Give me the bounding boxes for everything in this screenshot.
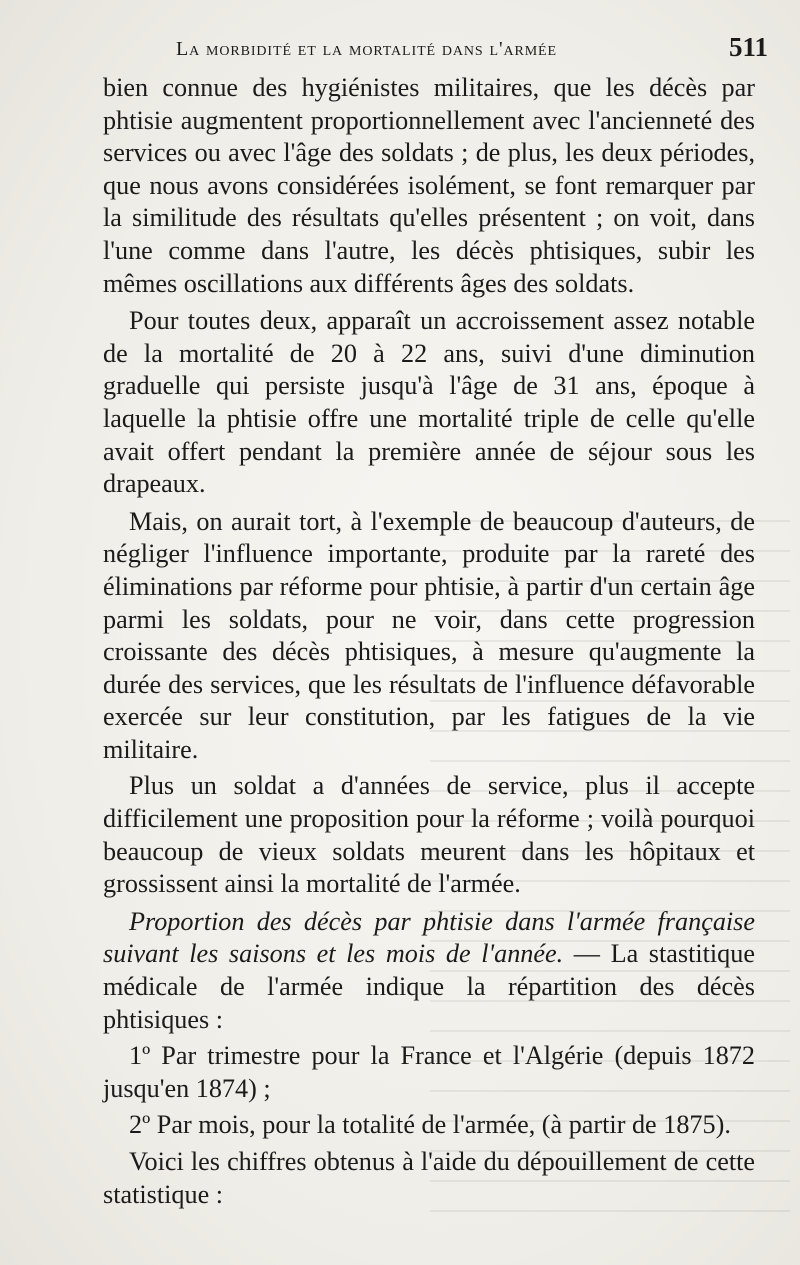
paragraph-closing: Voici les chiffres obtenus à l'aide du dépouillement de cette statistique : <box>103 1147 755 1209</box>
paragraph-reform-influence: Mais, on aurait tort, à l'exemple de beaucoup d'auteurs, de négliger l'influence importante, produite par la rareté des éliminations par réforme pour phtisie, à partir d'un certain âge parmi les soldats, pour ne voir, dans cette progression croissante des décès phtisiques, à mesure qu'augmente la durée des services, que les résultats de l'influence défavorable exercée sur leur constitution, par les fatigues de la vie militaire. <box>103 506 755 764</box>
section-intro: — La stastitique médicale de l'armée indique la répartition des décès phtisiques : <box>103 939 755 1034</box>
body-text <box>103 72 755 1211</box>
list-item-monthly: 2º Par mois, pour la totalité de l'armée, (à partir de 1875). <box>129 1110 731 1140</box>
paragraph-mortality-increase: Pour toutes deux, apparaît un accroissement assez notable de la mortalité de 20 à 22 ans, suivi d'une diminution graduelle qui persiste jusqu'à l'âge de 31 ans, époque à laquelle la phtisie offre une mortalité triple de celle qu'elle avait offert pendant la première année de séjour sous les drapeaux. <box>103 306 755 499</box>
paragraph-continuation: bien connue des hygiénistes militaires, que les décès par phtisie augmentent proportionnellement avec l'ancienneté des services ou avec l'âge des soldats ; de plus, les deux périodes, que nous avons considérées isolément, se font remarquer par la similitude des résultats qu'elles présentent ; on voit, dans l'une comme dans l'autre, les décès phtisiques, subir les mêmes oscillations aux différents âges des soldats. <box>103 73 755 298</box>
running-head: La morbidité et la mortalité dans l'armée <box>176 38 557 60</box>
section-paragraph <box>103 906 755 1036</box>
paragraph-old-soldiers: Plus un soldat a d'années de service, plus il accepte difficilement une proposition pour la réforme ; voilà pourquoi beaucoup de vieux soldats meurent dans les hôpitaux et grossissent ainsi la mortalité de l'armée. <box>103 771 755 899</box>
list-item-quarterly: 1º Par trimestre pour la France et l'Algérie (depuis 1872 jusqu'en 1874) ; <box>103 1041 755 1103</box>
page-number: 511 <box>728 32 768 62</box>
section-heading: Proportion des décès par phtisie dans l'armée française suivant les saisons et les mois de l'année. <box>103 906 755 969</box>
page-header <box>176 28 768 68</box>
